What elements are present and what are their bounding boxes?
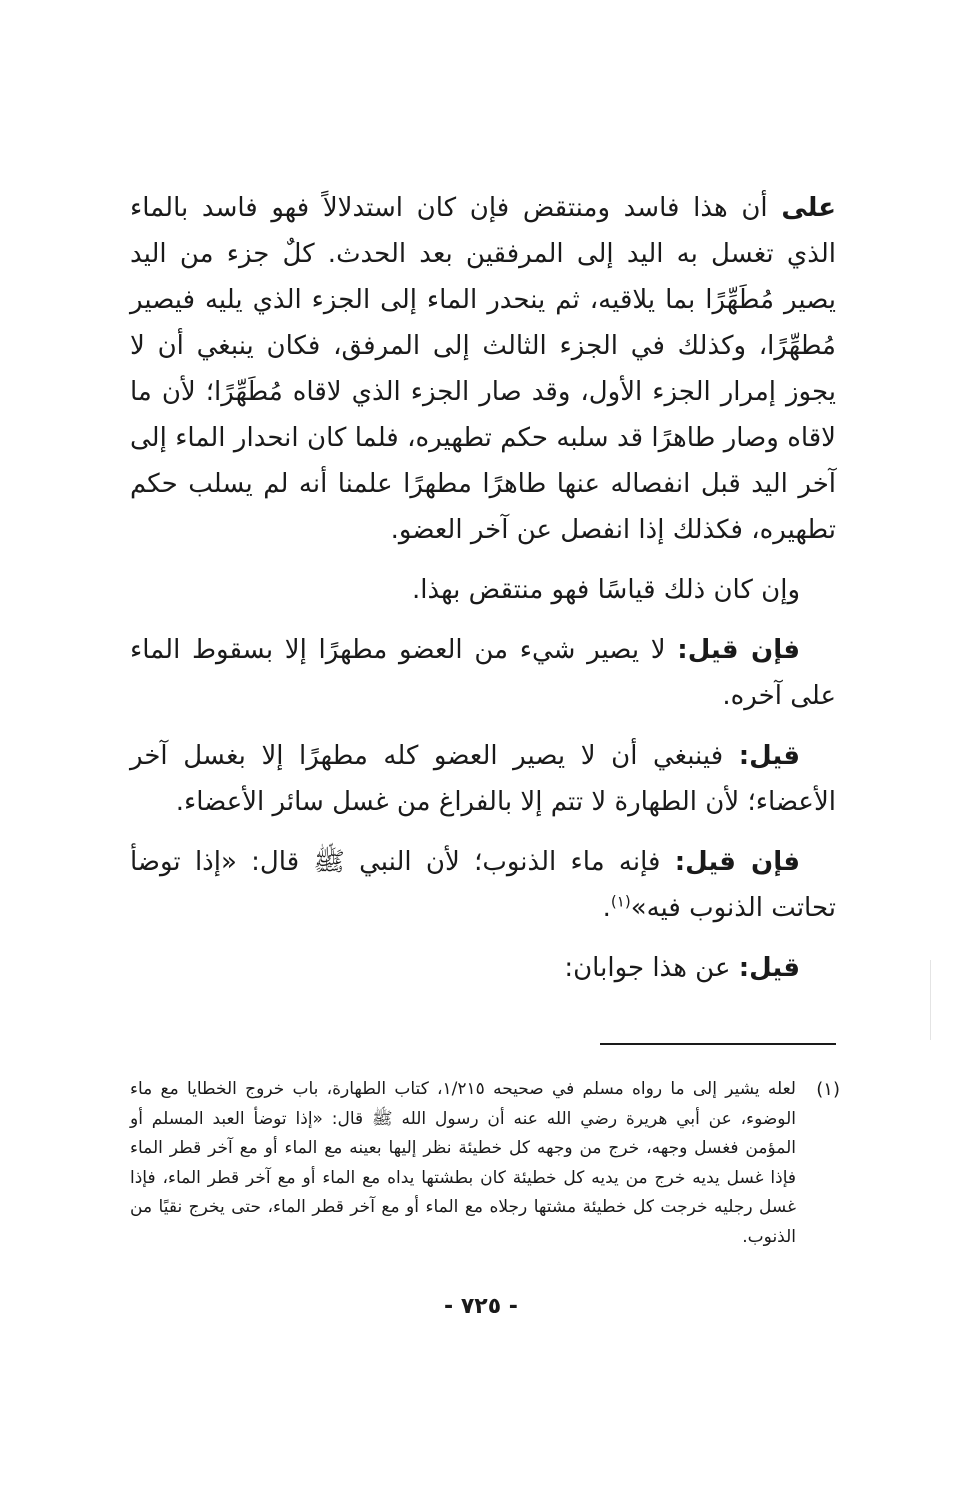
footnote-divider [600, 1043, 836, 1045]
footnote-number: (١) [816, 1079, 840, 1100]
paragraph [130, 627, 836, 719]
paragraph-text: أن هذا فاسد ومنتقض فإن كان استدلالاً فهو فاسد بالماء الذي تغسل به اليد إلى المرفقين بعد الحدث. كلٌ جزء من اليد يصير مُطَهِّرًا بما يلاقيه، ثم ينحدر الماء إلى الجزء الذي يليه فيصير مُطهِّرًا، وكذلك في الجزء الثالث إلى المرفق، فكان ينبغي أن لا يجوز إمرار الجزء الأول، وقد صار الجزء الذي لاقاه مُطَهِّرًا؛ لأن ما لاقاه وصار طاهرًا قد سلبه حكم تطهيره، فلما كان انحدار الماء إلى آخر اليد قبل انفصاله عنها طاهرًا مطهرًا علمنا أنه لم يسلب حكم تطهيره، فكذلك إذا انفصل عن آخر العضو. [130, 193, 836, 545]
paragraph-lead: قيل: [738, 953, 800, 983]
footnote-text: لعله يشير إلى ما رواه مسلم في صحيحه ١/٢١٥، كتاب الطهارة، باب خروج الخطايا مع ماء الوضوء، عن أبي هريرة رضي الله عنه أن رسول الله ﷺ قال: «إذا توضأ العبد المسلم أو المؤمن فغسل وجهه، خرج من وجهه كل خطيئة نظر إليها بعينه مع الماء أو مع آخر قطر الماء فإذا غسل يديه خرج من يديه كل خطيئة كان بطشتها يداه مع الماء أو مع آخر قطر الماء، فإذا غسل رجليه خرجت كل خطيئة مشتها رجلاه مع الماء أو مع آخر قطر الماء، حتى يخرج نقيًا من الذنوب. [130, 1079, 796, 1247]
paragraph-text: فينبغي أن لا يصير العضو كله مطهرًا إلا بغسل آخر الأعضاء؛ لأن الطهارة لا تتم إلا بالفراغ من غسل سائر الأعضاء. [130, 741, 836, 817]
paragraph-lead: فإن قيل: [674, 847, 801, 877]
paragraph-text: لا يصير شيء من العضو مطهرًا إلا بسقوط الماء على آخره. [130, 635, 836, 711]
page-number: - ٧٢٥ - [444, 1294, 518, 1319]
footnote [130, 1075, 840, 1252]
footnote-reference[interactable]: (١) [610, 892, 631, 911]
paragraph [130, 733, 836, 825]
margin-scan-mark [930, 960, 931, 1040]
paragraph-tail: . [602, 893, 611, 923]
main-text [130, 185, 836, 1005]
paragraph-lead: فإن قيل: [677, 635, 800, 665]
paragraph-lead: قيل: [738, 741, 800, 771]
paragraph-lead: على [781, 193, 836, 223]
paragraph [130, 839, 836, 931]
paragraph [130, 185, 836, 553]
paragraph-text: فإنه ماء الذنوب؛ لأن النبي ﷺ قال: «إذا توضأ تحاتت الذنوب فيه» [130, 847, 836, 923]
paragraph [130, 567, 836, 613]
paragraph-text: وإن كان ذلك قياسًا فهو منتقض بهذا. [412, 575, 800, 605]
paragraph [130, 945, 836, 991]
paragraph-text: عن هذا جوابان: [564, 953, 739, 983]
